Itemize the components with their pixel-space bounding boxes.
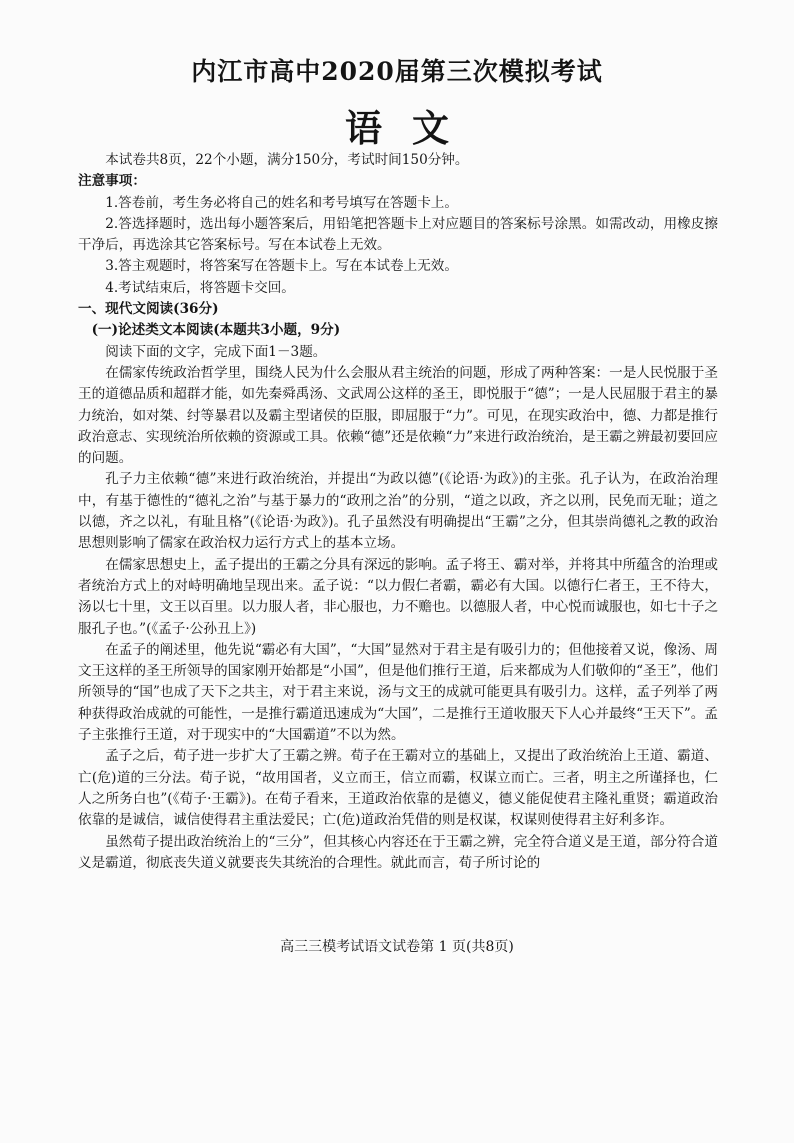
exam-intro: 本试卷共8页，22个小题，满分150分，考试时间150分钟。 [105,152,469,168]
note-item-3: 3.答主观题时，将答案写在答题卡上。写在本试卷上无效。 [105,258,458,275]
note-item-2: 2.答选择题时，选出每小题答案后，用铅笔把答题卡上对应题目的答案标号涂黑。如需改动，用橡皮擦干净后，再选涂其它答案标号。写在本试卷上无效。 [78,215,718,254]
passage-paragraph-5: 孟子之后，荀子进一步扩大了王霸之辨。荀子在王霸对立的基础上，又提出了政治统治上王道、霸道、亡(危)道的三分法。荀子说，“故用国者，义立而王，信立而霸，权谋立而亡。三者，明主之所谨择也，仁人之所务白也”(《荀子·王霸》)。在荀子看来，王道政治依靠的是德义，德义能促使君主隆礼重贤；霸道政治依靠的是诚信，诚信使得君主重法爱民；亡(危)道政治凭借的则是权谋，权谋则使得君主好利多诈。 [78,748,718,829]
note-item-1: 1.答卷前，考生务必将自己的姓名和考号填写在答题卡上。 [105,194,458,211]
note-item-4: 4.考试结束后，将答题卡交回。 [105,279,295,296]
exam-title: 内江市高中2020届第三次模拟考试 [191,57,603,86]
passage-paragraph-1: 在儒家传统政治哲学里，围绕人民为什么会服从君主统治的问题，形成了两种答案：一是人民悦服于圣王的道德品质和超群才能，如先秦舜禹汤、文武周公这样的圣王，即悦服于“德”；一是人民屈服于君主的暴力统治，如对桀、纣等暴君以及霸主型诸侯的臣服，即屈服于“力”。可见，在现实政治中，德、力都是推行政治意志、实现统治所依赖的资源或工具。依赖“德”还是依赖“力”来进行政治统治，是王霸之辨最初要回应的问题。 [78,364,718,467]
passage-paragraph-6: 虽然荀子提出政治统治上的“三分”，但其核心内容还在于王霸之辨，完全符合道义是王道，部分符合道义是霸道，彻底丧失道义就要丧失其统治的合理性。就此而言，荀子所讨论的 [78,833,718,871]
passage-paragraph-3: 在儒家思想史上，孟子提出的王霸之分具有深远的影响。孟子将王、霸对举，并将其中所蕴含的治理或者统治方式上的对峙明确地呈现出来。孟子说：“以力假仁者霸，霸必有大国。以德行仁者王，王不待大，汤以七十里，文王以百里。以力服人者，非心服也，力不赡也。以德服人者，中心悦而诚服也，如七十子之服孔子也。”(《孟子·公孙丑上》) [78,556,718,637]
reading-instruction: 阅读下面的文字，完成下面1－3题。 [105,343,327,360]
notes-heading: 注意事项： [78,173,146,190]
exam-body [78,150,718,874]
subject-title: 语文 [345,106,479,150]
page-footer: 高三三模考试语文试卷第 1 页(共8页) [280,939,514,955]
passage-paragraph-2: 孔子力主依赖“德”来进行政治统治，并提出“为政以德”(《论语·为政》)的主张。孔子认为，在政治治理中，有基于德性的“德礼之治”与基于暴力的“政刑之治”的分别，“道之以政，齐之以刑，民免而无耻；道之以德，齐之以礼，有耻且格”(《论语·为政》)。孔子虽然没有明确提出“王霸”之分，但其崇尚德礼之教的政治思想则影响了儒家在政治权力运行方式上的基本立场。 [78,471,718,552]
section-heading: 一、现代文阅读(36分) [78,301,219,318]
passage-paragraph-4: 在孟子的阐述里，他先说“霸必有大国”，“大国”显然对于君主是有吸引力的；但他接着又说，像汤、周文王这样的圣王所领导的国家刚开始都是“小国”，但是他们推行王道，后来都成为人们敬仰的“圣王”，他们所领导的“国”也成了天下之共主，对于君主来说，汤与文王的成就可能更具有吸引力。这样，孟子列举了两种获得政治成就的可能性，一是推行霸道迅速成为“大国”，二是推行王道收服天下人心并最终“王天下”。孟子主张推行王道，对于现实中的“大国霸道”不以为然。 [78,641,718,744]
section-subheading: (一)论述类文本阅读(本题共3小题，9分) [91,322,341,339]
